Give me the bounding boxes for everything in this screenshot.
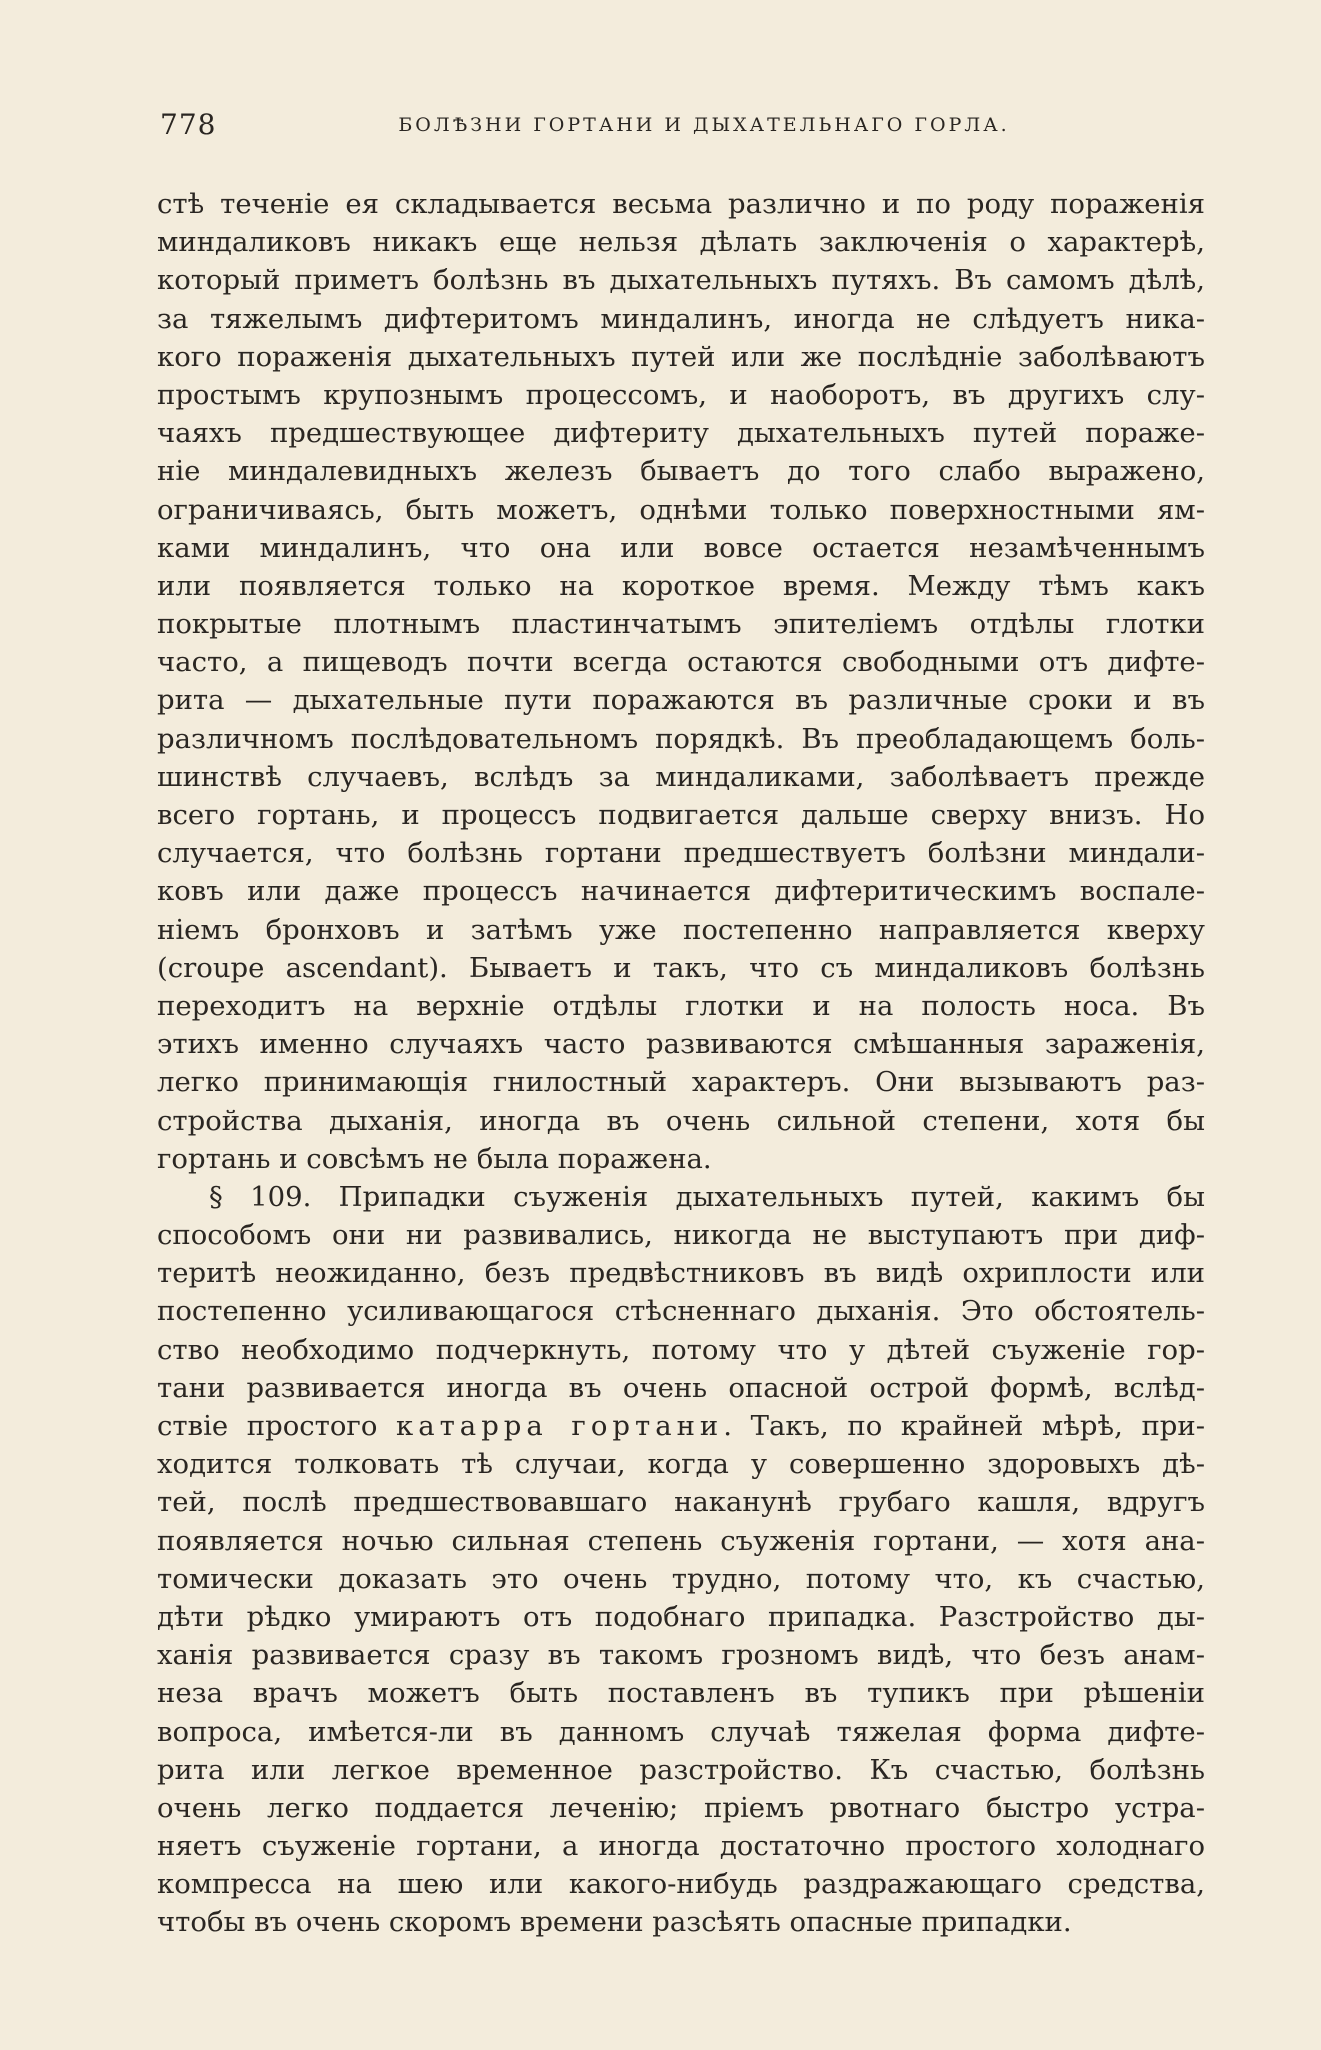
running-title: БОЛѢЗНИ ГОРТАНИ И ДЫХАТЕЛЬНАГО ГОРЛА. <box>398 114 1010 136</box>
text-line: способомъ они ни развивались, никогда не выступаютъ при диф- <box>157 1219 1205 1252</box>
text-line: рита — дыхательные пути поражаются въ различные сроки и въ <box>157 684 1205 717</box>
text-line: ходится толковать тѣ случаи, когда у совершенно здоровыхъ дѣ- <box>157 1448 1205 1481</box>
text-line: ковъ или даже процессъ начинается дифтеритическимъ воспале- <box>157 875 1205 908</box>
text-line: шинствѣ случаевъ, вслѣдъ за миндаликами, заболѣваетъ прежде <box>157 760 1205 793</box>
text-line: стѣ теченіе ея складывается весьма различно и по роду пораженія <box>157 188 1205 220</box>
text-line: простымъ крупознымъ процессомъ, и наоборотъ, въ другихъ слу- <box>157 378 1205 411</box>
text-line: миндаликовъ никакъ еще нельзя дѣлать заключенія о характерѣ, <box>157 226 1205 259</box>
text-line: появляется ночью сильная степень съуженія гортани, — хотя ана- <box>157 1524 1205 1557</box>
paragraph-last-line: гортань и совсѣмъ не была поражена. <box>157 1142 712 1175</box>
text-line: чаяхъ предшествующее дифтериту дыхательныхъ путей пораже- <box>157 417 1205 450</box>
body-text <box>157 185 1205 1942</box>
text-line: постепенно усиливающагося стѣсненнаго дыханія. Это обстоятель- <box>157 1295 1205 1328</box>
text-line: стройства дыханія, иногда въ очень сильной степени, хотя бы <box>157 1104 1205 1137</box>
text-line: переходитъ на верхніе отдѣлы глотки и на полость носа. Въ <box>157 989 1205 1022</box>
page-header <box>160 108 1208 148</box>
text-line: который приметъ болѣзнь въ дыхательныхъ путяхъ. Въ самомъ дѣлѣ, <box>157 264 1205 297</box>
text-line: за тяжелымъ дифтеритомъ миндалинъ, иногда не слѣдуетъ ника- <box>157 302 1205 335</box>
text-line: компресса на шею или какого-нибудь раздражающаго средства, <box>157 1868 1205 1901</box>
text-line: теритѣ неожиданно, безъ предвѣстниковъ въ видѣ охриплости или <box>157 1257 1205 1290</box>
text-line: очень легко поддается леченію; пріемъ рвотнаго быстро устра- <box>157 1791 1205 1824</box>
text-line: тей, послѣ предшествовавшаго наканунѣ грубаго кашля, вдругъ <box>157 1486 1205 1519</box>
text-line: ство необходимо подчеркнуть, потому что у дѣтей съуженіе гор- <box>157 1333 1205 1366</box>
text-line: рита или легкое временное разстройство. Къ счастью, болѣзнь <box>157 1753 1205 1786</box>
text-line: ніе миндалевидныхъ железъ бываетъ до того слабо выражено, <box>157 455 1205 488</box>
text-line: неза врачъ можетъ быть поставленъ въ тупикъ при рѣшеніи <box>157 1677 1205 1710</box>
text-line: ограничиваясь, быть можетъ, однѣми только поверхностными ям- <box>157 493 1205 526</box>
text-line: различномъ послѣдовательномъ порядкѣ. Въ преобладающемъ боль- <box>157 722 1205 755</box>
text-line: ками миндалинъ, что она или вовсе остается незамѣченнымъ <box>157 531 1205 564</box>
page-last-line: чтобы въ очень скоромъ времени разсѣять опасные припадки. <box>157 1906 1072 1939</box>
text-line: или появляется только на короткое время. Между тѣмъ какъ <box>157 569 1205 602</box>
spaced-term: катарра гортани <box>396 1410 724 1442</box>
line-post: . Такъ, по крайней мѣрѣ, при- <box>723 1410 1205 1442</box>
text-line: случается, что болѣзнь гортани предшествуетъ болѣзни миндали- <box>157 837 1205 870</box>
text-line: (croupe ascendant). Бываетъ и такъ, что съ миндаликовъ болѣзнь <box>157 951 1205 984</box>
text-line: няетъ съуженіе гортани, а иногда достаточно простого холоднаго <box>157 1830 1205 1863</box>
line-pre: ствіе простого <box>157 1410 397 1442</box>
section-109-first-line: § 109. Припадки съуженія дыхательныхъ путей, какимъ бы <box>209 1180 1205 1213</box>
text-line: этихъ именно случаяхъ часто развиваются смѣшанныя зараженія, <box>157 1028 1205 1061</box>
text-line: всего гортань, и процессъ подвигается дальше сверху внизъ. Но <box>157 799 1205 831</box>
text-line: тани развивается иногда въ очень опасной острой формѣ, вслѣд- <box>157 1371 1205 1404</box>
text-line: ханія развивается сразу въ такомъ грозномъ видѣ, что безъ анам- <box>157 1639 1205 1672</box>
text-line: легко принимающія гнилостный характеръ. Они вызываютъ раз- <box>157 1066 1205 1099</box>
text-line: вопроса, имѣется-ли въ данномъ случаѣ тяжелая форма дифте- <box>157 1715 1205 1748</box>
text-line: дѣти рѣдко умираютъ отъ подобнаго припадка. Разстройство ды- <box>157 1600 1205 1633</box>
text-line: томически доказать это очень трудно, потому что, къ счастью, <box>157 1562 1205 1595</box>
text-line-with-spaced-term <box>157 1407 1205 1445</box>
text-line: покрытые плотнымъ пластинчатымъ эпителіемъ отдѣлы глотки <box>157 608 1205 641</box>
text-line: кого пораженія дыхательныхъ путей или же послѣдніе заболѣваютъ <box>157 340 1205 373</box>
text-line: ніемъ бронховъ и затѣмъ уже постепенно направляется кверху <box>157 913 1205 946</box>
text-line: часто, а пищеводъ почти всегда остаются свободными отъ дифте- <box>157 646 1205 679</box>
page-number: 778 <box>160 108 217 141</box>
